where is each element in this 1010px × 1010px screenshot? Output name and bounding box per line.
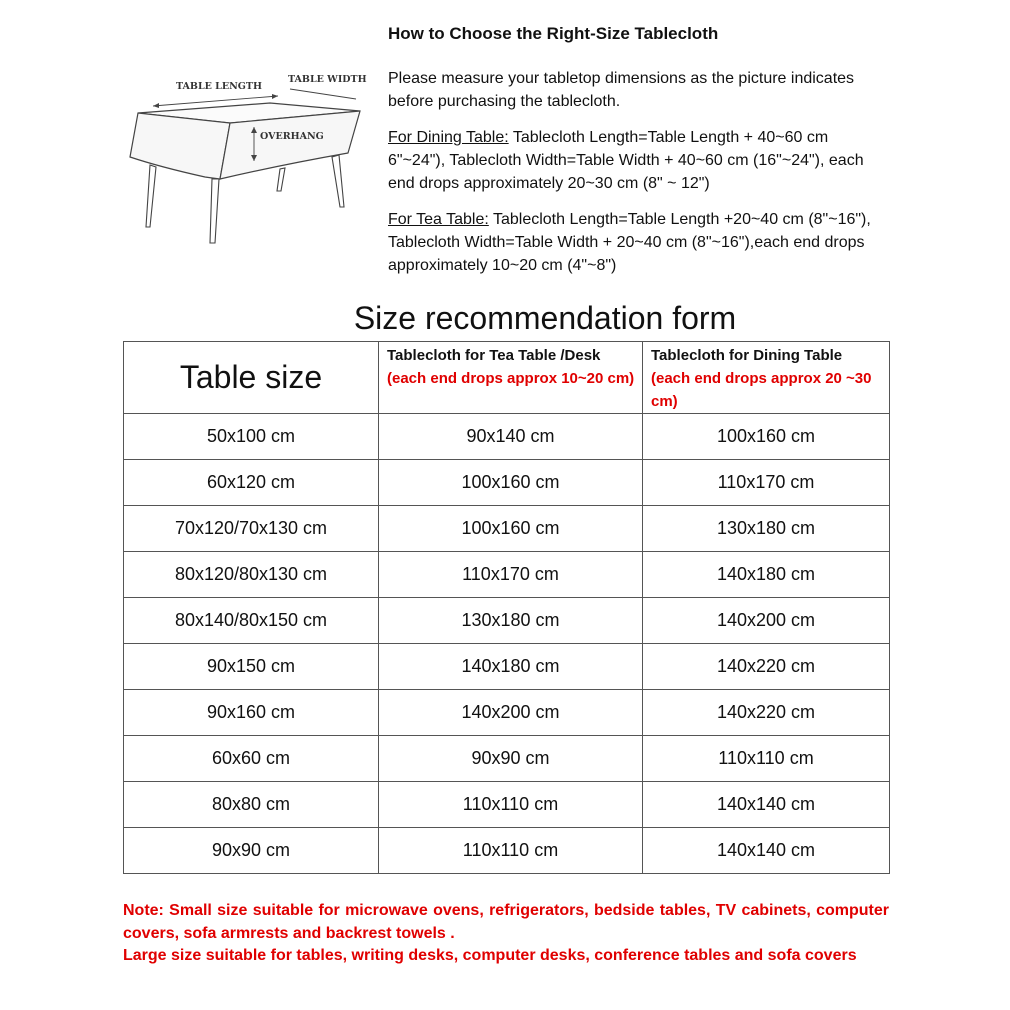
cell-tea-size: 100x160 cm bbox=[379, 460, 643, 506]
tea-label: For Tea Table: bbox=[388, 211, 489, 228]
table-row bbox=[124, 782, 890, 828]
cell-tea-size: 110x110 cm bbox=[379, 782, 643, 828]
tea-text: Tablecloth Length=Table Length +20~40 cm (8"~16"), Tablecloth Width=Table Width + 20~40 cm (8"~16"),each end drops approximately 10~20 cm (4"~8") bbox=[388, 211, 871, 274]
cell-table-size: 60x120 cm bbox=[124, 460, 379, 506]
cell-table-size: 70x120/70x130 cm bbox=[124, 506, 379, 552]
overhang-label: OVERHANG bbox=[260, 131, 324, 142]
notes bbox=[123, 900, 889, 968]
table-row bbox=[124, 460, 890, 506]
cell-table-size: 50x100 cm bbox=[124, 414, 379, 460]
cell-dining-size: 140x220 cm bbox=[643, 644, 890, 690]
cell-table-size: 80x120/80x130 cm bbox=[124, 552, 379, 598]
cell-table-size: 80x80 cm bbox=[124, 782, 379, 828]
cell-tea-size: 140x200 cm bbox=[379, 690, 643, 736]
header-tea bbox=[379, 342, 643, 414]
note-large: Large size suitable for tables, writing desks, computer desks, conference tables and sofa covers bbox=[123, 947, 857, 964]
header-table-size: Table size bbox=[124, 342, 379, 414]
tablecloth-diagram bbox=[120, 65, 370, 250]
table-row bbox=[124, 828, 890, 874]
dining-text: Tablecloth Length=Table Length + 40~60 cm 6"~24"), Tablecloth Width=Table Width + 40~60 cm (16"~24"), each end drops approximately 20~30 cm (8" ~ 12") bbox=[388, 129, 864, 192]
dining-instructions bbox=[388, 126, 888, 195]
cell-dining-size: 110x110 cm bbox=[643, 736, 890, 782]
table-row bbox=[124, 414, 890, 460]
table-row bbox=[124, 690, 890, 736]
table-row bbox=[124, 736, 890, 782]
cell-tea-size: 130x180 cm bbox=[379, 598, 643, 644]
note-small: Note: Small size suitable for microwave ovens, refrigerators, bedside tables, TV cabinets, computer covers, sofa armrests and backrest towels . bbox=[123, 902, 889, 942]
cell-dining-size: 140x220 cm bbox=[643, 690, 890, 736]
table-row bbox=[124, 552, 890, 598]
cell-dining-size: 140x180 cm bbox=[643, 552, 890, 598]
table-width-label: TABLE WIDTH bbox=[288, 74, 367, 85]
header-tea-title: Tablecloth for Tea Table /Desk bbox=[387, 347, 601, 364]
table-row bbox=[124, 598, 890, 644]
header-dining-note: (each end drops approx 20 ~30 cm) bbox=[651, 370, 872, 410]
cell-dining-size: 130x180 cm bbox=[643, 506, 890, 552]
intro-text: Please measure your tabletop dimensions as the picture indicates before purchasing the tablecloth. bbox=[388, 70, 855, 110]
form-title bbox=[0, 298, 1010, 338]
cell-tea-size: 100x160 cm bbox=[379, 506, 643, 552]
cell-dining-size: 140x140 cm bbox=[643, 828, 890, 874]
instructions bbox=[388, 24, 888, 290]
dining-label: For Dining Table: bbox=[388, 129, 509, 146]
header-dining-title: Tablecloth for Dining Table bbox=[651, 347, 843, 364]
header-tea-note: (each end drops approx 10~20 cm) bbox=[387, 370, 635, 387]
cell-tea-size: 90x140 cm bbox=[379, 414, 643, 460]
cell-dining-size: 110x170 cm bbox=[643, 460, 890, 506]
table-length-label: TABLE LENGTH bbox=[176, 81, 262, 92]
page-title: How to Choose the Right-Size Tablecloth bbox=[388, 24, 719, 43]
table-header-row bbox=[124, 342, 890, 414]
header-dining bbox=[643, 342, 890, 414]
cell-dining-size: 140x200 cm bbox=[643, 598, 890, 644]
table-row bbox=[124, 506, 890, 552]
table-illustration bbox=[120, 65, 370, 250]
cell-dining-size: 100x160 cm bbox=[643, 414, 890, 460]
tea-instructions bbox=[388, 208, 888, 277]
size-table bbox=[123, 341, 890, 874]
cell-tea-size: 140x180 cm bbox=[379, 644, 643, 690]
table-row bbox=[124, 644, 890, 690]
cell-dining-size: 140x140 cm bbox=[643, 782, 890, 828]
cell-tea-size: 110x110 cm bbox=[379, 828, 643, 874]
cell-table-size: 90x90 cm bbox=[124, 828, 379, 874]
cell-tea-size: 90x90 cm bbox=[379, 736, 643, 782]
cell-table-size: 90x150 cm bbox=[124, 644, 379, 690]
cell-table-size: 80x140/80x150 cm bbox=[124, 598, 379, 644]
form-title-text: Size recommendation form bbox=[353, 300, 737, 336]
cell-table-size: 60x60 cm bbox=[124, 736, 379, 782]
cell-tea-size: 110x170 cm bbox=[379, 552, 643, 598]
cell-table-size: 90x160 cm bbox=[124, 690, 379, 736]
